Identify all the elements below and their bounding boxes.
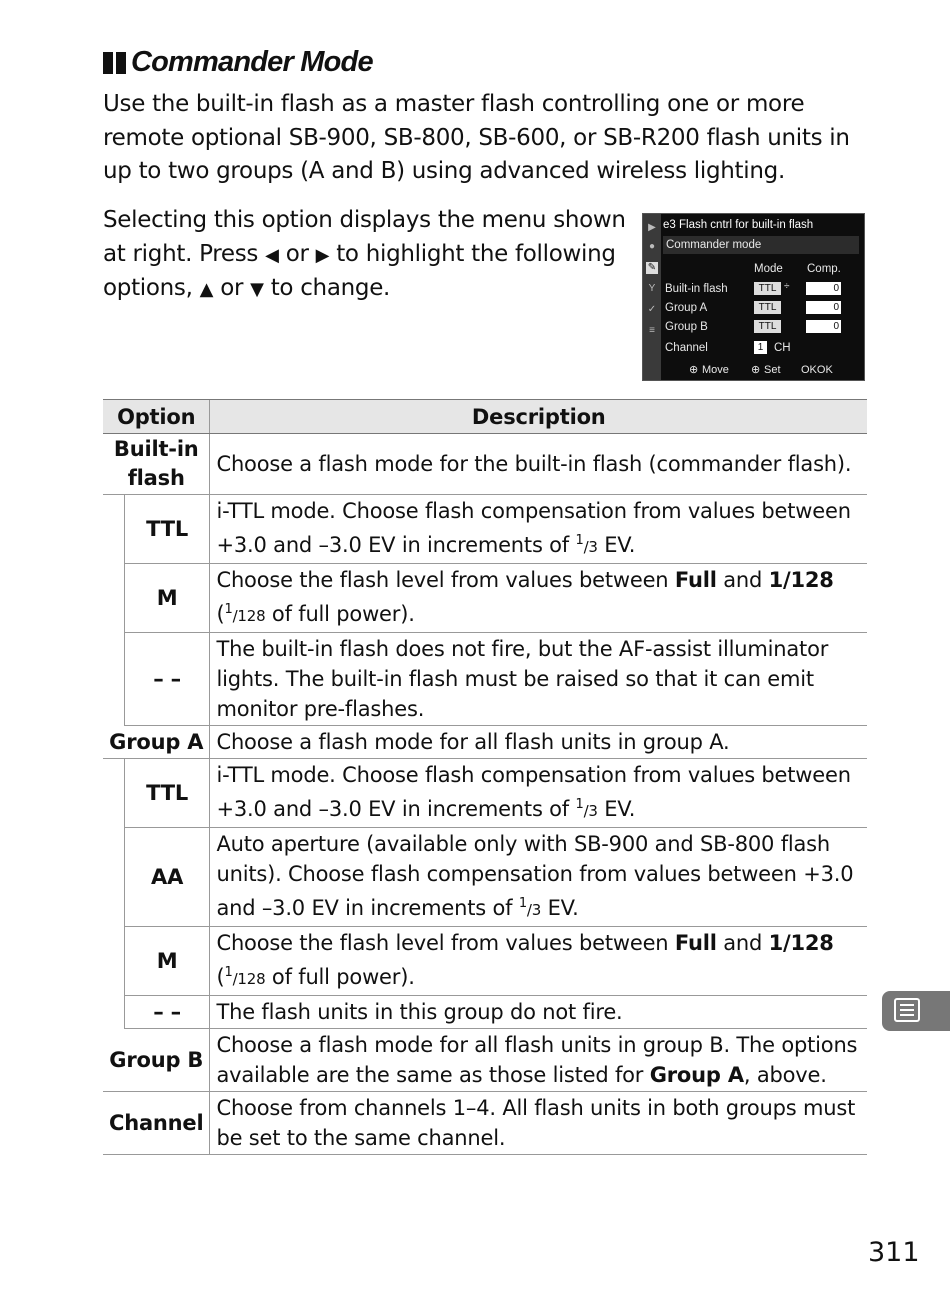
screen-row-label: Group B: [665, 321, 708, 333]
intro-paragraph: Use the built-in flash as a master flash controlling one or more remote optional SB-900, SB-800, SB-600, or SB-R200 flash units in up to two groups (A and B) using advanced wireless lighting.: [103, 91, 850, 184]
footer-move: Move: [702, 364, 729, 376]
sub-option-label: M: [124, 564, 210, 633]
sub-option-label: TTL: [124, 759, 210, 828]
heading-bars-icon: [103, 52, 126, 74]
screen-channel-unit: CH: [774, 342, 791, 354]
header-option: Option: [103, 400, 210, 434]
sub-option-label: AA: [124, 828, 210, 927]
sub-option-label: TTL: [124, 495, 210, 564]
option-label: Group A: [103, 726, 210, 759]
table-row: [103, 996, 867, 1029]
screen-footer: [663, 362, 859, 378]
table-row: [103, 495, 867, 564]
left-arrow-icon: ◀: [265, 244, 279, 266]
header-description: Description: [210, 400, 867, 434]
setup-icon: Y: [648, 283, 656, 294]
sub-option-label: M: [124, 927, 210, 996]
custom-settings-icon: ✎: [647, 262, 657, 273]
option-description: Choose from channels 1–4. All flash units in both groups must be set to the same channel.: [210, 1092, 867, 1155]
sub-option-label: – –: [124, 633, 210, 726]
option-description: Choose a flash mode for the built-in flash (commander flash).: [210, 434, 867, 495]
screen-channel-value: 1: [754, 341, 767, 354]
table-row: [103, 927, 867, 996]
instruction-paragraph: Selecting this option displays the menu shown at right. Press ◀ or ▶ to highlight the following options, ▲ or ▼ to change.: [103, 207, 626, 301]
option-description: Choose a flash mode for all flash units in group B. The options available are the same as those listed for Group A, above.: [210, 1029, 867, 1092]
table-row: [103, 1029, 867, 1092]
option-description: Choose a flash mode for all flash units in group A.: [210, 726, 867, 759]
screen-row-comp: 0: [806, 320, 841, 333]
screen-channel-label: Channel: [665, 342, 708, 354]
footer-set: Set: [764, 364, 781, 376]
screen-arrow-icon: ÷: [784, 281, 790, 292]
sub-option-description: Choose the flash level from values between Full and 1/128 ($^1$/128 of full power).: [210, 564, 867, 633]
screen-row-label: Group A: [665, 302, 708, 314]
screen-row-mode: TTL: [754, 282, 781, 295]
footer-ok: OKOK: [801, 364, 833, 376]
option-label: Group B: [103, 1029, 210, 1092]
screen-col-mode: Mode: [754, 263, 783, 275]
menu-list-icon: [894, 998, 920, 1022]
options-table: [103, 399, 867, 1155]
table-row: [103, 633, 867, 726]
section-heading: [103, 46, 373, 79]
screen-col-comp: Comp.: [807, 263, 841, 275]
screen-subtitle: Commander mode: [663, 236, 859, 254]
sub-option-description: i-TTL mode. Choose flash compensation from values between +3.0 and –3.0 EV in increments of $^1$/3 EV.: [210, 495, 867, 564]
table-row: [103, 759, 867, 828]
playback-icon: ▶: [648, 222, 656, 233]
shooting-icon: ●: [648, 241, 656, 252]
table-row: [103, 726, 867, 759]
camera-menu-screenshot: [642, 213, 865, 381]
sub-option-label: – –: [124, 996, 210, 1029]
move-icon: ⊕: [689, 364, 699, 376]
table-row: [103, 564, 867, 633]
screen-row-comp: 0: [806, 282, 841, 295]
sub-option-description: The built-in flash does not fire, but the AF-assist illuminator lights. The built-in flash must be raised so that it can emit monitor pre-flashes.: [210, 633, 867, 726]
page-number: 311: [868, 1237, 920, 1268]
my-menu-icon: ≡: [649, 325, 655, 336]
table-row: [103, 828, 867, 927]
retouch-icon: ✓: [647, 304, 657, 315]
screen-row-label: Built-in flash: [665, 283, 728, 295]
up-arrow-icon: ▲: [199, 279, 214, 300]
heading-text: Commander Mode: [131, 46, 373, 78]
screen-row-comp: 0: [806, 301, 841, 314]
menu-sidebar: [643, 214, 661, 380]
set-icon: ⊕: [751, 364, 761, 376]
table-row: [103, 1092, 867, 1155]
sub-option-description: Choose the flash level from values between Full and 1/128 ($^1$/128 of full power).: [210, 927, 867, 996]
sub-option-description: The flash units in this group do not fire.: [210, 996, 867, 1029]
table-row: [103, 434, 867, 495]
sub-option-description: i-TTL mode. Choose flash compensation from values between +3.0 and –3.0 EV in increments of $^1$/3 EV.: [210, 759, 867, 828]
right-arrow-icon: ▶: [315, 244, 330, 266]
option-label: Channel: [103, 1092, 210, 1155]
option-label: Built-in flash: [103, 434, 210, 495]
sub-option-description: Auto aperture (available only with SB-900 and SB-800 flash units). Choose flash compensation from values between +3.0 and –3.0 EV in increments of $^1$/3 EV.: [210, 828, 867, 927]
screen-row-mode: TTL: [754, 301, 781, 314]
table-header-row: [103, 400, 867, 434]
screen-title: e3 Flash cntrl for built-in flash: [663, 219, 814, 231]
section-tab: [882, 991, 950, 1031]
screen-row-mode: TTL: [754, 320, 781, 333]
down-arrow-icon: ▼: [250, 279, 264, 300]
